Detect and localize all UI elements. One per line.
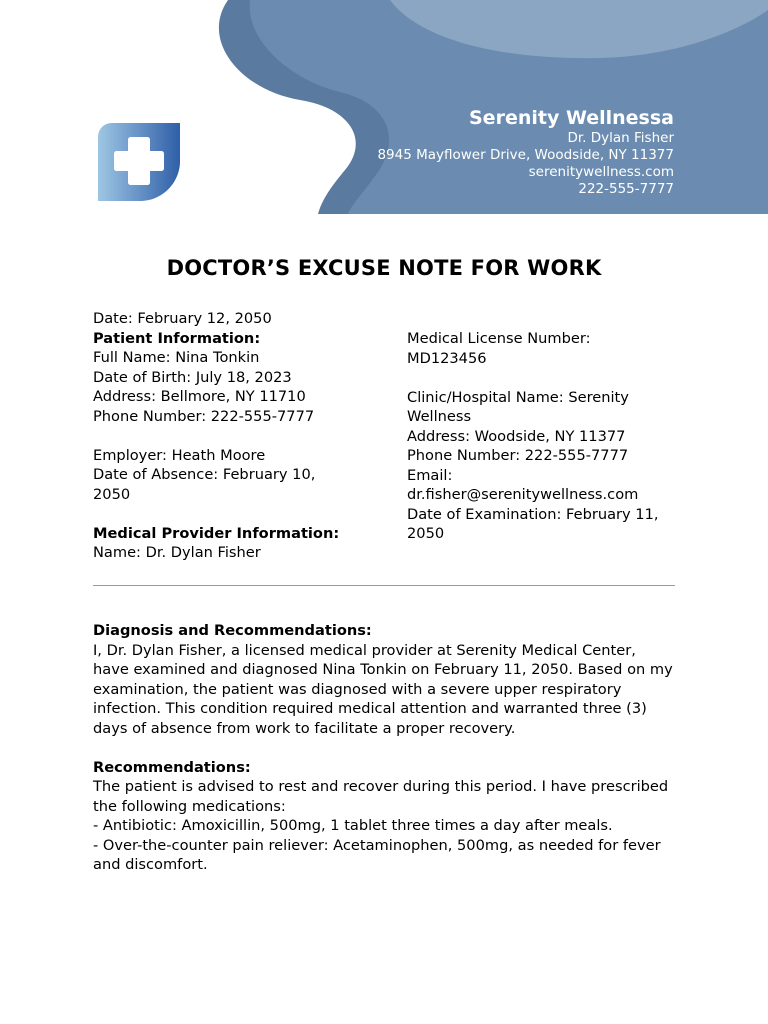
diagnosis-section	[93, 621, 675, 875]
provider-name: Name: Dr. Dylan Fisher	[93, 544, 261, 561]
left-info-column	[93, 309, 383, 563]
medical-license: Medical License Number: MD123456	[407, 330, 591, 367]
patient-dob: Date of Birth: July 18, 2023	[93, 368, 292, 386]
clinic-info	[314, 107, 674, 198]
note-date: Date: February 12, 2050	[93, 310, 272, 327]
clinic-info-clip	[0, 0, 768, 214]
recommendations-intro: The patient is advised to rest and recover during this period. I have prescribed the following medications:	[93, 778, 669, 815]
diagnosis-heading: Diagnosis and Recommendations:	[93, 622, 372, 639]
clinic-hospital-name: Clinic/Hospital Name: Serenity Wellness	[407, 388, 629, 425]
right-info-column	[407, 329, 687, 544]
medication-item: - Antibiotic: Amoxicillin, 500mg, 1 tablet three times a day after meals.	[93, 817, 613, 834]
spacer	[93, 426, 383, 446]
diagnosis-text: I, Dr. Dylan Fisher, a licensed medical provider at Serenity Medical Center, have examined and diagnosed Nina Tonkin on February 11, 2050. Based on my examination, the patient was diagnosed with a severe upper respiratory infection. This condition required medical attention and warranted three (3) days of absence from work to facilitate a proper recovery.	[93, 641, 673, 737]
clinic-website: serenitywellness.com	[528, 164, 674, 180]
patient-phone: Phone Number: 222-555-7777	[93, 407, 315, 425]
clinic-name: Serenity Wellnessa	[469, 107, 674, 129]
clinic-address: 8945 Mayflower Drive, Woodside, NY 11377	[377, 147, 674, 163]
spacer	[407, 368, 687, 388]
spacer	[93, 504, 383, 524]
exam-date: Date of Examination: February 11, 2050	[407, 505, 659, 542]
clinic-phone: 222-555-7777	[578, 181, 674, 197]
absence-date: Date of Absence: February 10, 2050	[93, 466, 316, 503]
recommendations-heading: Recommendations:	[93, 758, 251, 776]
provider-email: Email: dr.fisher@serenitywellness.com	[407, 466, 639, 503]
document-title: DOCTOR’S EXCUSE NOTE FOR WORK	[166, 256, 602, 280]
provider-info-heading: Medical Provider Information:	[93, 524, 340, 542]
patient-full-name: Full Name: Nina Tonkin	[93, 349, 260, 366]
spacer	[93, 738, 675, 758]
clinic-address-line: Address: Woodside, NY 11377	[407, 427, 626, 445]
patient-info-heading: Patient Information:	[93, 329, 261, 347]
medication-item: - Over-the-counter pain reliever: Acetaminophen, 500mg, as needed for fever and discomfort.	[93, 836, 661, 873]
section-divider	[93, 585, 675, 586]
employer: Employer: Heath Moore	[93, 446, 266, 464]
clinic-phone-line: Phone Number: 222-555-7777	[407, 447, 629, 464]
doctor-name: Dr. Dylan Fisher	[567, 130, 674, 146]
patient-address: Address: Bellmore, NY 11710	[93, 388, 306, 405]
